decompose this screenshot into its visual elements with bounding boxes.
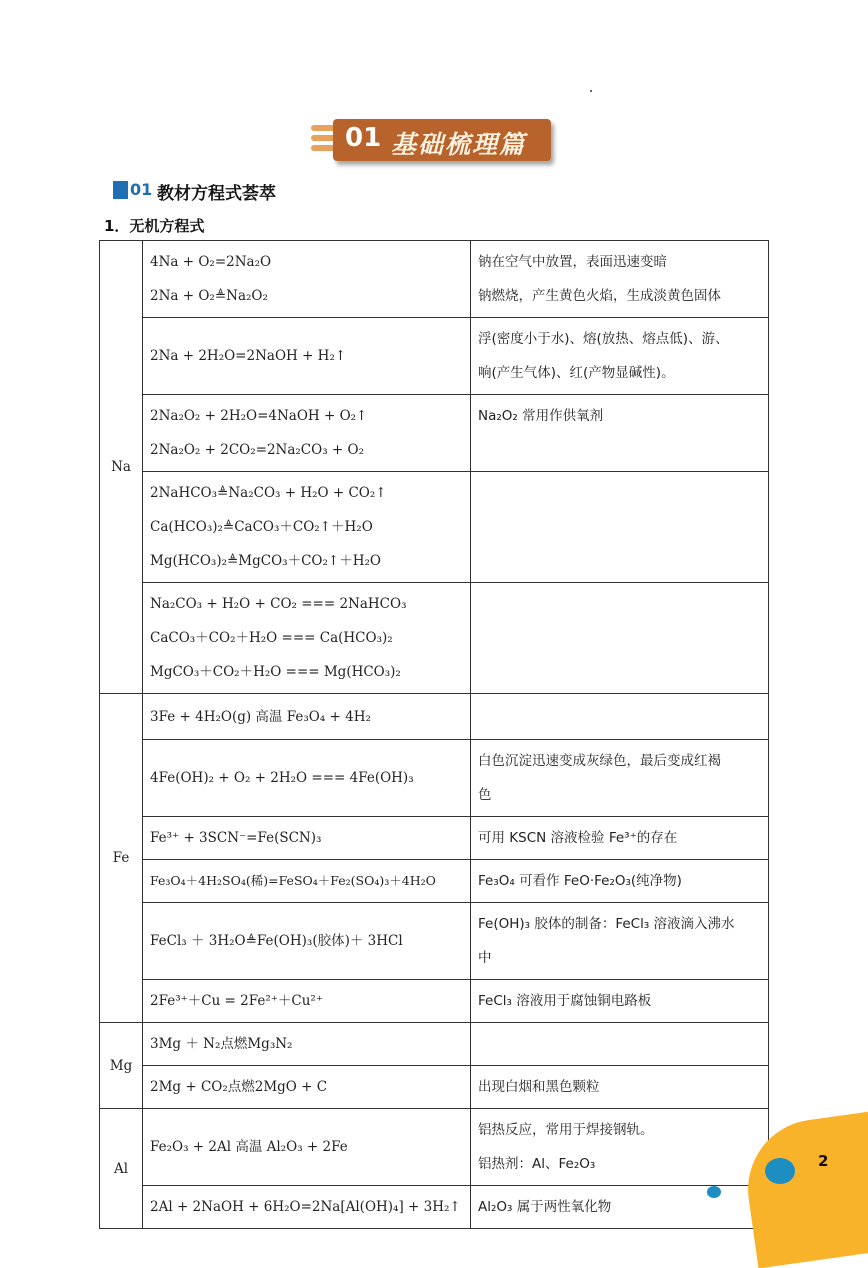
note-cell: [471, 980, 769, 1023]
table-row: [100, 318, 769, 395]
equation-line: Fe³⁺ + 3SCN⁻=Fe(SCN)₃: [150, 830, 322, 846]
equation-cell: [143, 980, 471, 1023]
note-cell: [471, 472, 769, 583]
equation-line: FeCl₃ ＋ 3H₂O≜Fe(OH)₃(胶体)＋ 3HCl: [150, 933, 403, 949]
equation-line: 2Mg + CO₂点燃2MgO + C: [150, 1079, 328, 1095]
note-line: 响(产生气体)、红(产物显碱性)。: [478, 365, 675, 381]
equation-line: 2Fe³⁺＋Cu = 2Fe²⁺＋Cu²⁺: [150, 993, 323, 1009]
element-cell-mg: Mg: [100, 1023, 143, 1109]
table-row: [100, 903, 769, 980]
note-line: 出现白烟和黑色颗粒: [478, 1079, 600, 1095]
note-cell: [471, 694, 769, 740]
note-cell: [471, 903, 769, 980]
equation-line: Fe₃O₄＋4H₂SO₄(稀)=FeSO₄＋Fe₂(SO₄)₃＋4H₂O: [150, 873, 436, 888]
table-row: [100, 583, 769, 694]
equation-line: Ca(HCO₃)₂≜CaCO₃＋CO₂↑＋H₂O: [150, 519, 373, 535]
decor-bubble: [707, 1186, 721, 1198]
element-cell-na: Na: [100, 241, 143, 694]
equation-line: 2Na + 2H₂O=2NaOH + H₂↑: [150, 348, 347, 364]
table-row: [100, 1066, 769, 1109]
table-row: [100, 817, 769, 860]
equation-cell: [143, 860, 471, 903]
note-cell: [471, 1186, 769, 1229]
equation-cell: [143, 903, 471, 980]
section-marker: [113, 181, 128, 199]
equation-line: 2Na₂O₂ + 2H₂O=4NaOH + O₂↑: [150, 408, 368, 424]
equation-line: 4Na + O₂=2Na₂O: [150, 254, 272, 270]
equation-cell: [143, 241, 471, 318]
note-line: 可用 KSCN 溶液检验 Fe³⁺的存在: [478, 830, 678, 846]
section-title: 教材方程式荟萃: [157, 184, 276, 204]
equation-line: 2Na₂O₂ + 2CO₂=2Na₂CO₃ + O₂: [150, 442, 364, 458]
table-row: [100, 1023, 769, 1066]
equation-line: 2Al + 2NaOH + 6H₂O=2Na[Al(OH)₄] + 3H₂↑: [150, 1199, 461, 1215]
note-cell: [471, 1066, 769, 1109]
note-cell: [471, 1023, 769, 1066]
note-line: 浮(密度小于水)、熔(放热、熔点低)、游、: [478, 331, 729, 347]
equation-line: 2NaHCO₃≜Na₂CO₃ + H₂O + CO₂↑: [150, 485, 387, 501]
note-cell: [471, 241, 769, 318]
table-row: [100, 472, 769, 583]
equation-cell: [143, 583, 471, 694]
banner-title: 基础梳理篇: [391, 130, 527, 159]
note-line: Fe(OH)₃ 胶体的制备：FeCl₃ 溶液滴入沸水: [478, 916, 735, 932]
note-line: 铝热反应，常用于焊接钢轨。: [478, 1122, 654, 1138]
banner-number: 01: [345, 123, 382, 153]
element-cell-fe: Fe: [100, 694, 143, 1023]
table-row: [100, 395, 769, 472]
table-row: [100, 860, 769, 903]
stray-dot: [590, 90, 592, 92]
note-line: Al₂O₃ 属于两性氧化物: [478, 1199, 612, 1215]
equation-cell: [143, 318, 471, 395]
subsection-title: 1．无机方程式: [104, 217, 205, 235]
table-row: [100, 1109, 769, 1186]
table-row: [100, 740, 769, 817]
note-cell: [471, 318, 769, 395]
equation-line: 3Mg ＋ N₂点燃Mg₃N₂: [150, 1036, 293, 1052]
equation-line: MgCO₃＋CO₂＋H₂O === Mg(HCO₃)₂: [150, 664, 401, 680]
equation-line: Mg(HCO₃)₂≜MgCO₃＋CO₂↑＋H₂O: [150, 553, 381, 569]
decor-bubble: [765, 1158, 795, 1184]
equation-line: 4Fe(OH)₂ + O₂ + 2H₂O === 4Fe(OH)₃: [150, 770, 414, 786]
table-row: [100, 1186, 769, 1229]
note-cell: [471, 740, 769, 817]
note-line: Na₂O₂ 常用作供氧剂: [478, 408, 604, 424]
note-line: 中: [478, 950, 492, 966]
equation-cell: [143, 1109, 471, 1186]
note-line: 钠燃烧，产生黄色火焰，生成淡黄色固体: [478, 288, 721, 304]
page-number: 2: [818, 1152, 829, 1170]
note-cell: [471, 1109, 769, 1186]
section-banner: [311, 117, 555, 165]
note-line: 白色沉淀迅速变成灰绿色，最后变成红褐: [478, 753, 721, 769]
table-row: [100, 694, 769, 740]
equation-cell: [143, 472, 471, 583]
note-cell: [471, 860, 769, 903]
table-row: [100, 241, 769, 318]
table-row: [100, 980, 769, 1023]
equation-line: 2Na + O₂≜Na₂O₂: [150, 288, 268, 304]
equation-line: Fe₂O₃ + 2Al 高温 Al₂O₃ + 2Fe: [150, 1139, 348, 1155]
equation-cell: [143, 1186, 471, 1229]
note-cell: [471, 583, 769, 694]
note-line: FeCl₃ 溶液用于腐蚀铜电路板: [478, 993, 652, 1009]
equation-line: 3Fe + 4H₂O(g) 高温 Fe₃O₄ + 4H₂: [150, 708, 371, 725]
equation-table: [99, 240, 769, 1229]
equation-cell: [143, 817, 471, 860]
equation-cell: [143, 694, 471, 740]
note-cell: [471, 817, 769, 860]
note-line: 钠在空气中放置，表面迅速变暗: [478, 254, 667, 270]
note-cell: [471, 395, 769, 472]
section-number: 01: [130, 180, 153, 199]
equation-cell: [143, 1023, 471, 1066]
note-line: Fe₃O₄ 可看作 FeO·Fe₂O₃(纯净物): [478, 873, 682, 889]
equation-cell: [143, 740, 471, 817]
element-cell-al: Al: [100, 1109, 143, 1229]
note-line: 色: [478, 787, 492, 803]
note-line: 铝热剂：Al、Fe₂O₃: [478, 1156, 596, 1172]
equation-line: Na₂CO₃ + H₂O + CO₂ === 2NaHCO₃: [150, 596, 407, 612]
equation-cell: [143, 395, 471, 472]
equation-cell: [143, 1066, 471, 1109]
equation-line: CaCO₃＋CO₂＋H₂O === Ca(HCO₃)₂: [150, 630, 393, 646]
